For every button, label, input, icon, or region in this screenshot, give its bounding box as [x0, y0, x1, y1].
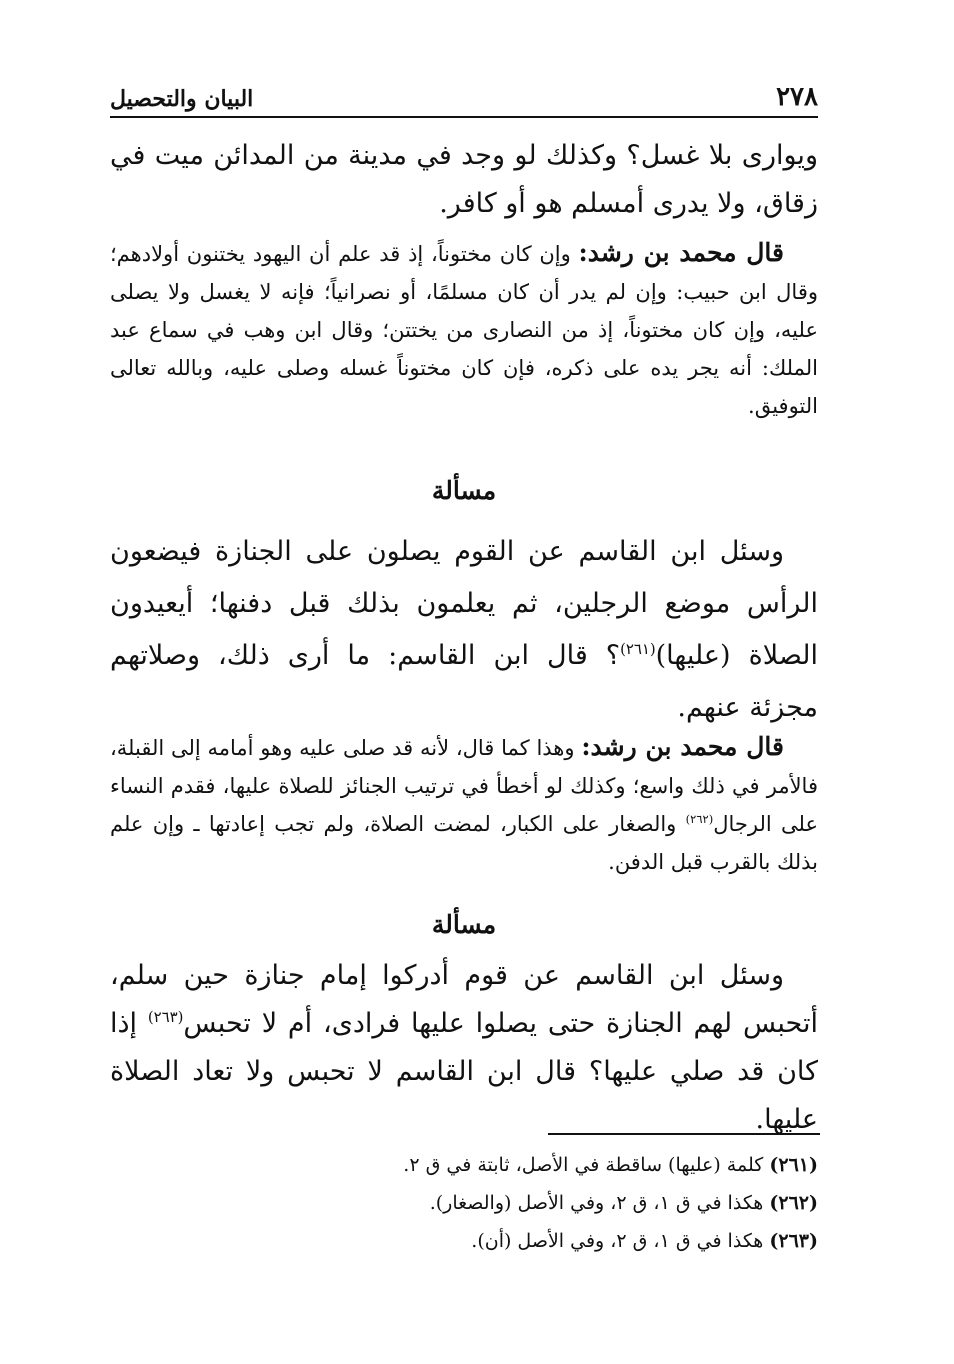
commentary-paragraph-1 — [110, 234, 818, 425]
question-paragraph-3 — [110, 952, 818, 1144]
footnote-text: هكذا في ق ١، ق ٢، وفي الأصل (والصغار). — [429, 1192, 764, 1214]
footnote-262 — [300, 1184, 818, 1222]
footnote-number: (٢٦١) — [769, 1154, 818, 1176]
running-title: البيان والتحصيل — [110, 86, 254, 112]
paragraph-text: وسئل ابن القاسم عن القوم يصلون على الجنازة فيضعون الرأس موضع الرجلين، ثم يعلمون بذلك قبل دفنها؛ أيعيدون الصلاة (عليها) — [110, 536, 818, 671]
commentary-text: وهذا كما قال، لأنه قد صلى عليه وهو أمامه إلى القبلة، فالأمر في ذلك واسع؛ وكذلك لو أخطأ في ترتيب الجنائز للصلاة عليها، فقدم النساء على الرجال — [110, 736, 818, 836]
footnote-number: (٢٦٣) — [769, 1230, 818, 1252]
question-paragraph-2 — [110, 526, 818, 734]
commentary-paragraph-2 — [110, 728, 818, 881]
footnote-number: (٢٦٢) — [769, 1192, 818, 1214]
commentary-lead: قال محمد بن رشد: — [578, 238, 785, 267]
commentary-text-after: والصغار على الكبار، لمضت الصلاة، ولم تجب إعادتها ـ وإن علم بذلك بالقرب قبل الدفن. — [110, 812, 818, 874]
paragraph-question-continued — [110, 132, 818, 228]
footnote-ref-261[interactable]: (٢٦١) — [620, 640, 656, 658]
commentary-text: وإن كان مختوناً، إذ قد علم أن اليهود يختنون أولادهم؛ وقال ابن حبيب: وإن لم يدر أن كان مسلمًا، أو نصرانياً؛ فإنه لا يغسل ولا يصلى عليه، وإن كان مختوناً، إذ من النصارى من يختتن؛ وقال ابن وهب في سماع عبد الملك: أنه يجر يده على ذكره، فإن كان مختوناً غسله وصلى عليه، وبالله تعالى التوفيق. — [110, 242, 818, 418]
paragraph-text: وسئل ابن القاسم عن قوم أدركوا إمام جنازة حين سلم، أتحبس لهم الجنازة حتى يصلوا عليها فرادى، أم لا تحبس — [110, 960, 819, 1039]
footnote-ref-262[interactable]: (٢٦٢) — [685, 812, 714, 826]
paragraph-text: ويوارى بلا غسل؟ وكذلك لو وجد في مدينة من المدائن ميت في زقاق، ولا يدرى أمسلم هو أو كافر. — [110, 140, 818, 219]
page-number: ٢٧٨ — [776, 82, 818, 112]
footnote-divider — [548, 1133, 820, 1135]
page-header — [110, 74, 818, 118]
section-heading-1: مسألة — [431, 476, 497, 505]
section-heading-2: مسألة — [431, 910, 497, 939]
footnote-ref-263[interactable]: (٢٦٣) — [147, 1008, 184, 1026]
footnotes — [300, 1146, 818, 1260]
footnote-text: كلمة (عليها) ساقطة في الأصل، ثابتة في ق ٢. — [403, 1154, 764, 1176]
footnote-261 — [300, 1146, 818, 1184]
commentary-lead: قال محمد بن رشد: — [581, 732, 784, 761]
footnote-text: هكذا في ق ١، ق ٢، وفي الأصل (أن). — [471, 1230, 764, 1252]
paragraph-text-after: إذا كان قد صلي عليها؟ قال ابن القاسم لا تحبس ولا تعاد الصلاة عليها. — [110, 1008, 818, 1135]
paragraph-text-after: ؟ قال ابن القاسم: ما أرى ذلك، وصلاتهم مجزئة عنهم. — [110, 640, 818, 723]
footnote-263 — [300, 1222, 818, 1260]
